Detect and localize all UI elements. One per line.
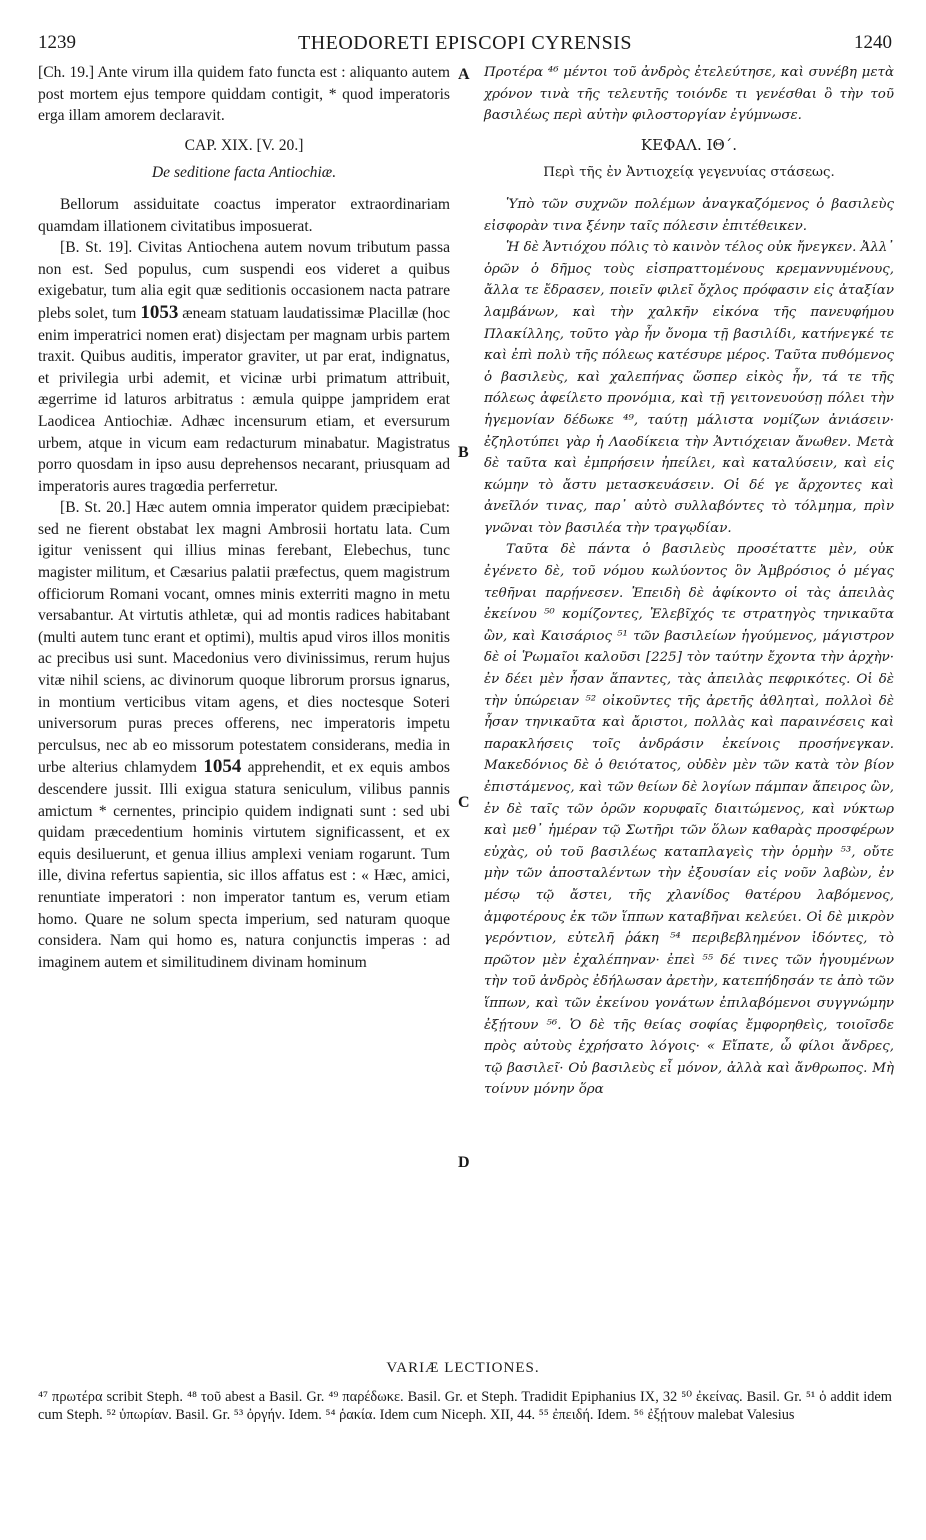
margin-letter-b: B [458, 444, 469, 461]
variae-lectiones-title: VARIÆ LECTIONES. [386, 1360, 540, 1376]
greek-column [484, 62, 894, 1101]
latin-para1-b: æneam statuam laudatissimæ Placillæ (hoc enim imperatrici nomen erat) disjectam per magnam urbis partem traxit. Quibus auditis, imperator graviter, ut par erat, indignatus, et privilegia urbi ademit, et vicinæ urbi primatum attribuit, ægerrime id laturos arbitratus : æmula quippe jampridem erat Laodicea Antiochiæ. Adhæc incensurum etiam, et eversurum urbem, atque in vicum eam redacturum minabatur. Magistratus porro quosdam in ipso ausu deprehensos necarant, priusquam ad imperatoris aures tragœdia perferretur. [38, 304, 451, 495]
greek-chapter-title: ΚΕΦΑΛ. ΙΘ΄. [640, 135, 738, 154]
latin-chapter-subtitle: De seditione facta Antiochiæ. [151, 164, 337, 182]
running-title: THEODORETI EPISCOPI CYRENSIS [297, 32, 633, 54]
running-header [38, 32, 892, 58]
latin-summary: Bellorum assiduitate coactus imperator extraordinariam quamdam illationem civitatibus imposuerat. [38, 195, 450, 235]
greek-summary: Ὑπὸ τῶν συχνῶν πολέμων ἀναγκαζόμενος ὁ βασιλεὺς εἰσφορὰν τινα ξένην ταῖς πόλεσιν ἐπιτέθεικεν. [484, 196, 894, 234]
latin-chapter-title: CAP. XIX. [V. 20.] [184, 136, 304, 154]
latin-paragraph-2 [38, 497, 450, 973]
column-number-1053: 1053 [140, 301, 179, 323]
variae-lectiones-notes: ⁴⁷ πρωτέρα scribit Steph. ⁴⁸ τοῦ abest a Basil. Gr. ⁴⁹ παρέδωκε. Basil. Gr. et Steph. Tradidit Epiphanius IX, 32 ⁵⁰ ἐκείνας. Basil. Gr. ⁵¹ ὁ addit idem cum Steph. ⁵² ὑπωρίαν. Basil. Gr. ⁵³ ὀργήν. Idem. ⁵⁴ ῥακία. Idem cum Niceph. XII, 44. ⁵⁵ ἐπειδή. Idem. ⁵⁶ ἐξῄτουν malebat Valesius [38, 1389, 892, 1423]
page-number-right: 1240 [854, 32, 892, 53]
greek-paragraph-1: Ἡ δὲ Ἀντιόχου πόλις τὸ καινὸν τέλος οὐκ ἤνεγκεν. Ἀλλ᾽ ὁρῶν ὁ δῆμος τοὺς εἰσπραττομένους κρεμαννυμένους, ἄλλα τε ἔδρασεν, ποιεῖν φιλεῖ ὄχλος πρόφασιν εἰς ἀταξίαν λαμβάνων, καὶ τὴν χαλκῆν εἰκόνα τῆς πανευφήμου Πλακίλλης, τοῦτο γὰρ ἦν ὄνομα τῇ βασιλίδι, κατήνεγκέ τε καὶ ἐπὶ πολὺ τῆς πόλεως κατέσυρε μέρος. Ταῦτα πυθόμενος ὁ βασιλεὺς, καὶ χαλεπήνας ὥσπερ εἰκὸς ἦν, τά τε τῆς πόλεως ἀφείλετο προνόμια, καὶ τῇ γειτονευούσῃ πόλει τὴν ἡγεμονίαν δέδωκε ⁴⁹, ταύτῃ μάλιστα νομίζων ἀνιάσειν· ἐζηλοτύπει γὰρ ἡ Λαοδίκεια τὴν Ἀντιόχειαν ἄνωθεν. Μετὰ δὲ ταῦτα καὶ ἐμπρήσειν ἠπείλει, καὶ καταλύσειν, καὶ εἰς κώμην τὸ ἄστυ μετασκευάσειν. Οἱ δέ γε ἄρχοντες καὶ ἀνεῖλόν τινας, παρ᾽ αὐτὸ συλλαβόντες τὸ τόλμημα, πρὶν γνῶναι τὸν βασιλέα τὴν τραγῳδίαν. [484, 240, 894, 536]
latin-para2-a: [B. St. 20.] Hæc autem omnia imperator quidem præcipiebat: sed ne fierent obstabat lex magni Ambrosii hortatu lata. Cum igitur venissent qui illius minas ferebant, Elebechus, tunc magister militum, et Cæsarius palatii præfectus, quem magistrum officiorum Romani vocant, omnes minis exterriti magno in metu versabantur. At virtutis athletæ, qui ad montis radices habitabant (multi autem tunc erant et optimi), multis apud viros illos monitis ac precibus usi sunt. Macedonius vero divinissimus, rerum hujus vitæ nihil sciens, ac divinorum quoque librorum prorsus ignarus, in montium verticibus vitam agens, et dies noctesque Soteri universorum puras preces offerens, nec imperatoris impetu perculsus, nec ab eo missorum potestatem considerans, media in urbe alterius chlamydem [38, 499, 450, 777]
greek-intro: Προτέρα ⁴⁶ μέντοι τοῦ ἀνδρὸς ἐτελεύτησε, καὶ συνέβη μετὰ χρόνον τινὰ τῆς τελευτῆς τοιόνδε τι γενέσθαι ὃ τὴν τοῦ βασιλέως περὶ αὐτὴν φιλοστοργίαν ἐγύμνωσε. [484, 65, 894, 124]
greek-chapter-subtitle: Περὶ τῆς ἐν Ἀντιοχείᾳ γεγενυίας στάσεως. [543, 165, 835, 181]
latin-column [38, 62, 450, 973]
page-number-left: 1239 [38, 32, 76, 53]
margin-letter-c: C [458, 794, 470, 811]
latin-intro: [Ch. 19.] Ante virum illa quidem fato functa est : aliquanto autem post mortem ejus tempore quiddam contigit, * quod imperatoris erga illam amorem declaravit. [38, 64, 450, 125]
margin-letter-a: A [458, 66, 470, 83]
margin-letter-d: D [458, 1154, 470, 1171]
greek-paragraph-2: Ταῦτα δὲ πάντα ὁ βασιλεὺς προσέταττε μὲν, οὐκ ἐγένετο δὲ, τοῦ νόμου κωλύοντος ὃν Ἀμβρόσιος ὁ μέγας τεθῆναι παρῄνεσεν. Ἐπειδὴ δὲ ἀφίκοντο οἱ τὰς ἀπειλὰς ἐκείνου ⁵⁰ κομίζοντες, Ἐλεβῖχός τε στρατηγὸς τηνικαῦτα ὢν, καὶ Καισάριος ⁵¹ τῶν βασιλείων ἡγούμενος, μάγιστρον δὲ οἱ Ῥωμαῖοι καλοῦσι [225] τὸν ταύτην ἔχοντα τὴν ἀρχὴν· ἐν δέει μὲν ἦσαν ἅπαντες, τὰς ἀπειλὰς πεφρικότες. Οἱ δὲ τὴν ὑπώρειαν ⁵² οἰκοῦντες τῆς ἀρετῆς ἀθληταὶ, πολλοὶ δὲ ἦσαν τηνικαῦτα καὶ ἄριστοι, πολλὰς καὶ παραινέσεις καὶ παρακλήσεις τοῖς ἀνδράσιν ἐκείνοις προσήνεγκαν. Μακεδόνιος δὲ ὁ θειότατος, οὐδὲν μὲν τῶν κατὰ τὸν βίον ἐπιστάμενος, καὶ τῶν θείων δὲ λογίων πάμπαν ἄπειρος ὢν, ἐν δὲ ταῖς τῶν ὀρῶν κορυφαῖς διαιτώμενος, καὶ νύκτωρ καὶ μεθ᾽ ἡμέραν τῷ Σωτῆρι τῶν ὅλων καθαρὰς προσφέρων εὐχὰς, οὐ τοῦ βασιλέως καταπλαγεὶς τὴν ὁρμὴν ⁵³, οὔτε μὴν τῶν ἀποσταλέντων τὴν ἐξουσίαν εἰς νοῦν λαβὼν, ἐν μέσῳ τῷ ἄστει, τῆς χλανίδος θατέρου λαβόμενος, ἀμφοτέρους ἐκ τῶν ἵππων καταβῆναι κελεύει. Οἱ δὲ μικρὸν γερόντιον, εὐτελῆ ῥάκη ⁵⁴ περιβεβλημένον ἰδόντες, τὸ πρῶτον μὲν ἐχαλέπηναν· ἐπεὶ ⁵⁵ δέ τινες τῶν ἡγουμένων τὴν τοῦ ἀνδρὸς ἐδήλωσαν ἀρετὴν, κατεπήδησάν τε ἀπὸ τῶν ἵππων, καὶ τῶν ἐκείνου γονάτων ἐπιλαβόμενοι συγγνώμην ἐξῄτουν ⁵⁶. Ὁ δὲ τῆς θείας σοφίας ἔμφορηθεὶς, τοιοῖσδε πρὸς αὐτοὺς ἐχρήσατο λόγοις· « Εἴπατε, ὦ φίλοι ἄνδρες, τῷ βασιλεῖ· Οὐ βασιλεὺς εἶ μόνον, ἀλλὰ καὶ ἄνθρωπος. Μὴ τοίνυν μόνην ὅρα [484, 542, 894, 1098]
latin-para2-b: apprehendit, et ex equis ambos descendere jussit. Illi exigua statura seniculum, vilibus pannis amictum * cernentes, principio quidem indignati sunt : sed ubi quidam præcedentium hominis virtutem significassent, et ex equis desiluerunt, et genua illius amplexi veniam rogarunt. Tum ille, divina refertus sapientia, sic illos affatus est : « Hæc, amici, renuntiate imperatori : non imperator tantum es, verum etiam homo. Quare ne solum specta imperium, sed naturam quoque considera. Nam qui homo es, natura conjunctis imperas : ad imaginem autem et similitudinem divinam hominum [38, 759, 451, 971]
latin-paragraph-1 [38, 237, 450, 497]
latin-para1-a: [B. St. 19]. Civitas Antiochena autem novum tributum passa non est. Sed populus, cum suspendi eos videret a quibus exigebatur, tum alia egit quæ seditionis occasionem nacta patrare plebs solet, tum [38, 239, 450, 322]
column-number-1054: 1054 [203, 756, 242, 778]
